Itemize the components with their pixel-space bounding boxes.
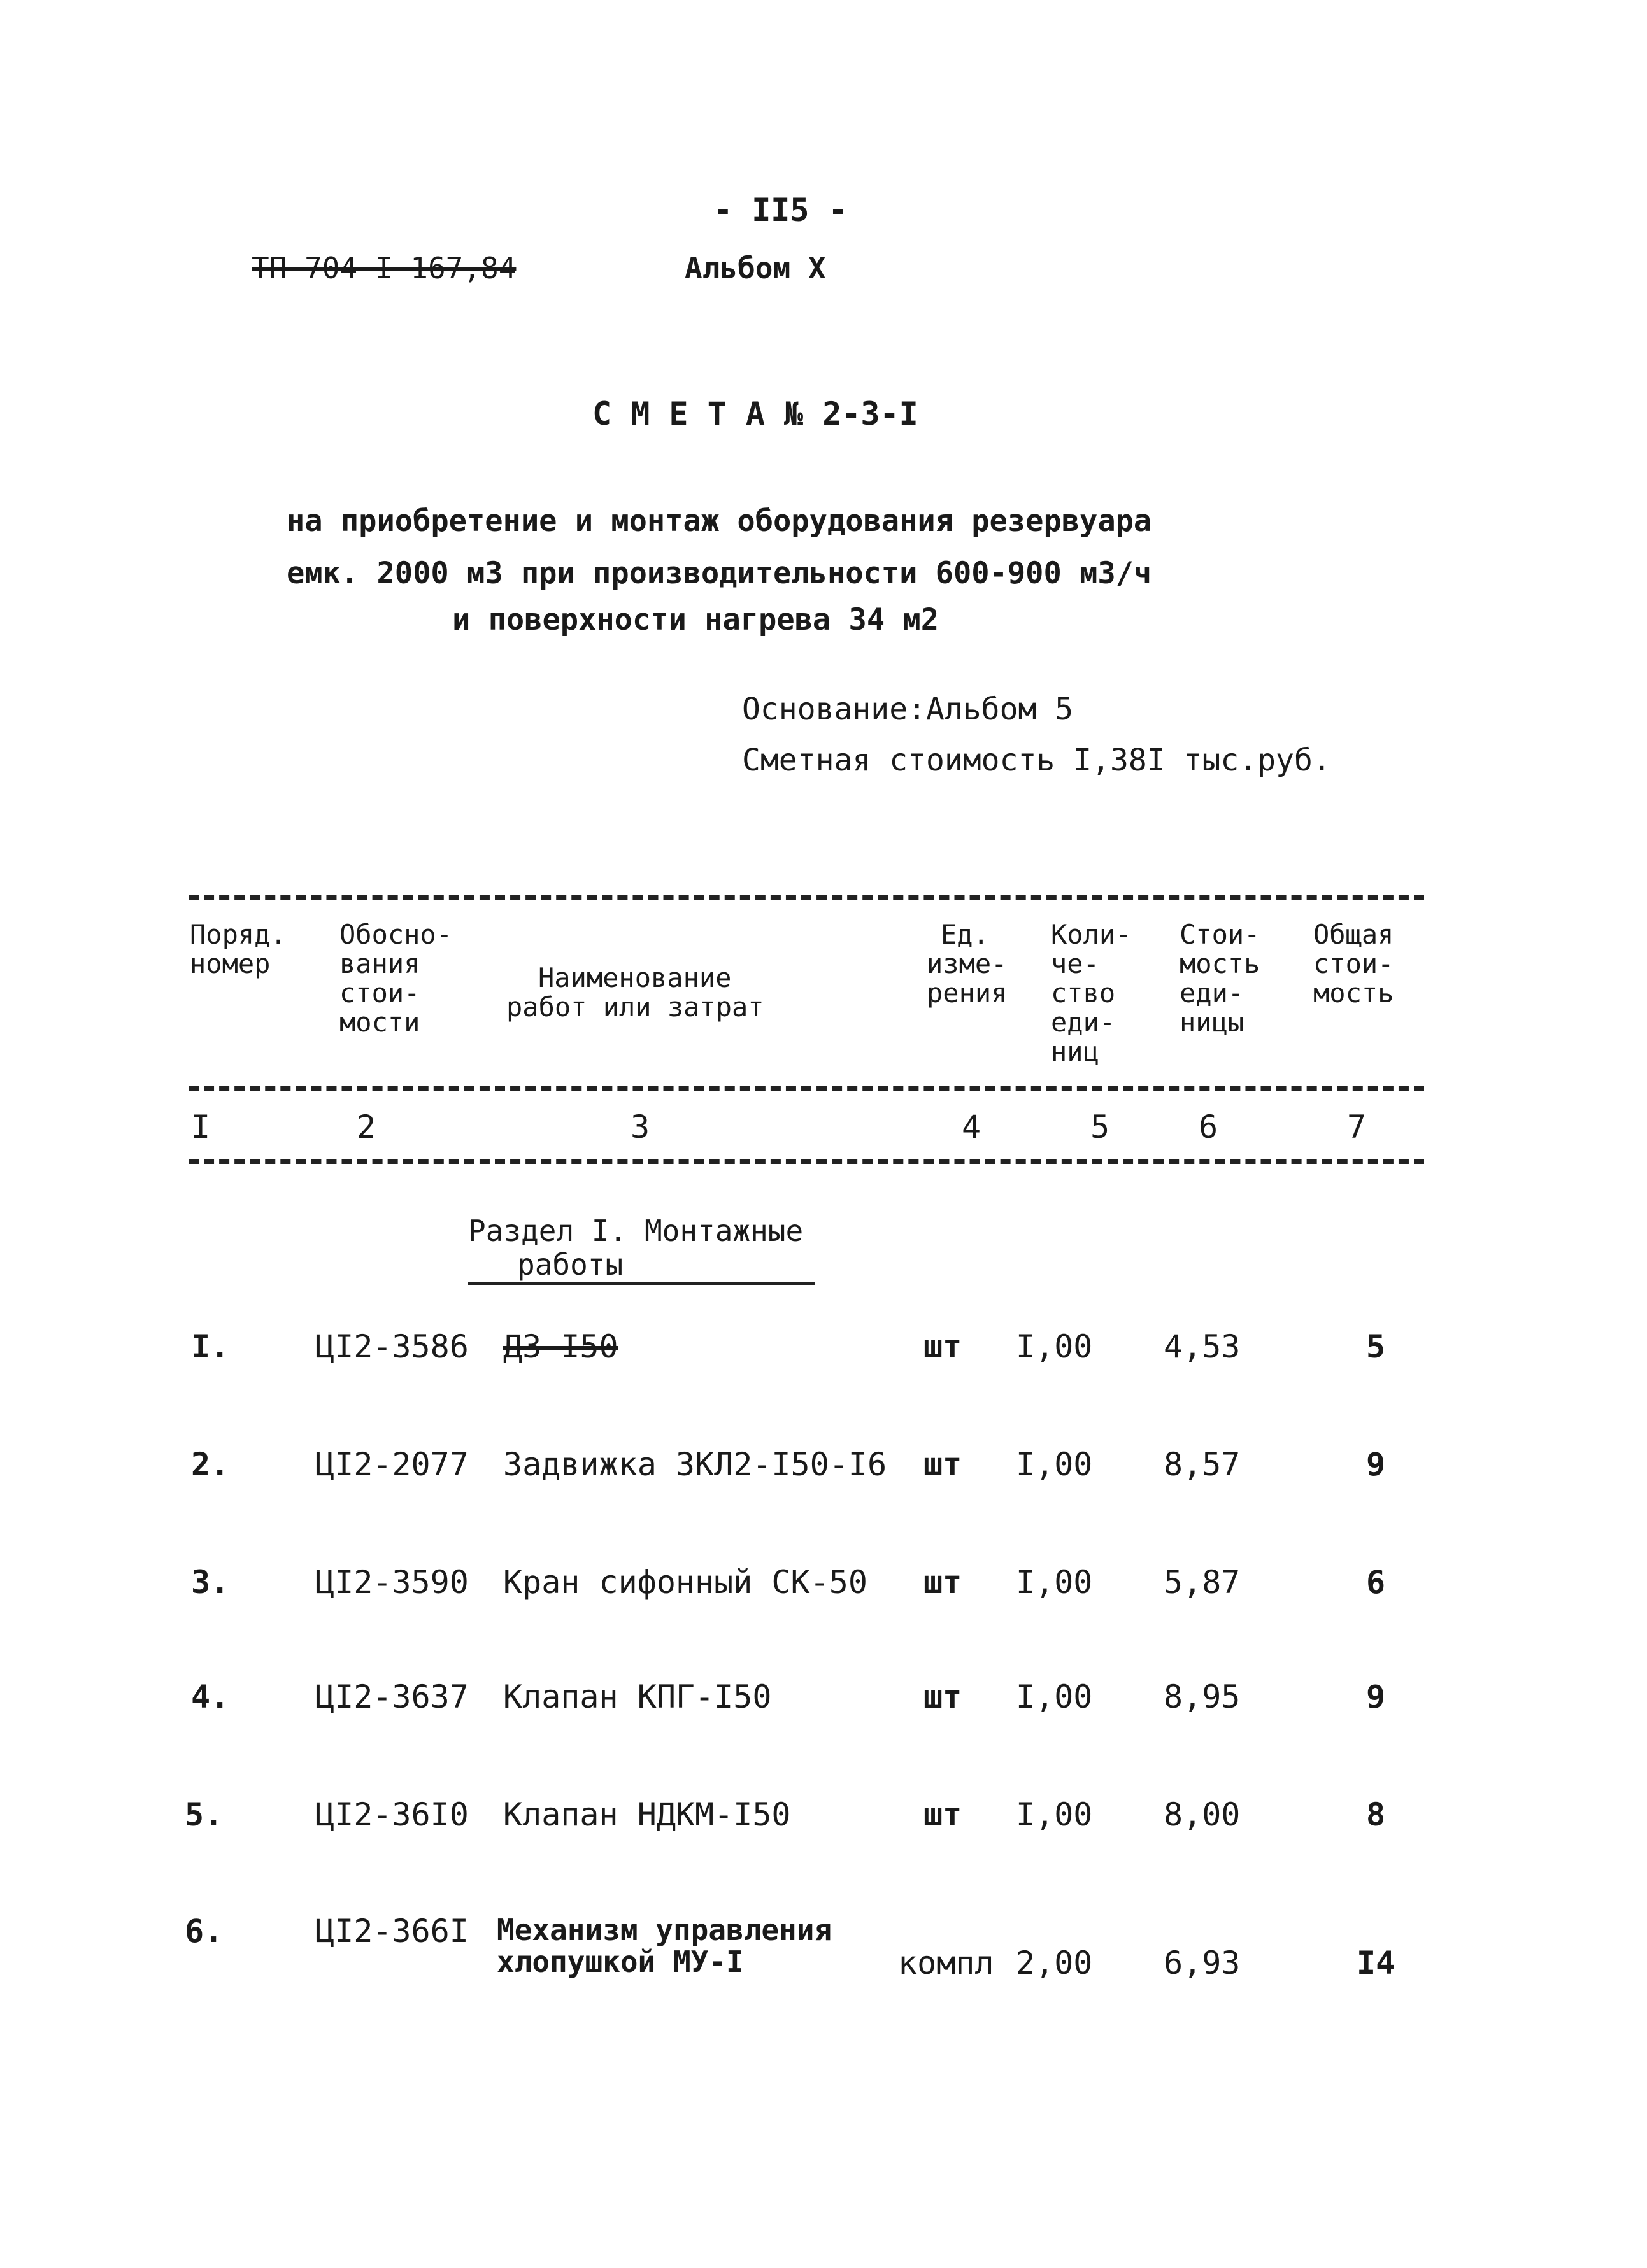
row-total: 9	[1366, 1678, 1386, 1715]
section-title-underline	[468, 1282, 815, 1285]
header-col-5-line: ство	[1051, 977, 1116, 1009]
row-code: ЦI2-36I0	[315, 1796, 469, 1833]
row-number: 3.	[191, 1564, 230, 1601]
row-code: ЦI2-3590	[315, 1564, 469, 1601]
row-unit: шт	[923, 1796, 962, 1833]
header-col-2	[339, 920, 452, 1037]
page-number: - II5 -	[713, 192, 848, 229]
row-name: Задвижка ЗКЛ2-I50-I6	[503, 1446, 887, 1483]
header-col-5	[1051, 920, 1131, 1067]
header-col-6-line: ницы	[1180, 1007, 1244, 1038]
column-number: 7	[1347, 1109, 1367, 1145]
column-number: 4	[962, 1109, 981, 1145]
header-col-1-line: Поряд.	[190, 919, 287, 950]
column-number: 3	[631, 1109, 650, 1145]
row-unit-cost: 8,00	[1164, 1796, 1241, 1833]
header-col-3-line: работ или затрат	[506, 991, 764, 1023]
row-name-line-1: Механизм управления	[497, 1913, 832, 1947]
document-code	[252, 253, 516, 283]
header-col-5-line: че-	[1051, 948, 1099, 979]
row-number: 4.	[191, 1678, 230, 1715]
row-name: Кран сифонный СК-50	[503, 1564, 867, 1601]
row-code: ЦI2-2077	[315, 1446, 469, 1483]
row-number: 2.	[191, 1446, 230, 1483]
header-col-3-line: Наименование	[538, 962, 732, 993]
header-col-7-line: мость	[1313, 977, 1394, 1009]
row-total: I4	[1357, 1945, 1395, 1981]
row-total: 6	[1366, 1564, 1386, 1601]
header-col-2-line: вания	[339, 948, 420, 979]
subtitle-line-3: и поверхности нагрева 34 м2	[452, 602, 939, 637]
column-number: 5	[1090, 1109, 1110, 1145]
table-body-rule	[189, 1159, 1424, 1164]
row-number: I.	[191, 1328, 230, 1365]
header-col-2-line: мости	[339, 1007, 420, 1038]
estimate-title: С М Е Т А № 2-3-I	[592, 395, 918, 432]
header-col-6-line: еди-	[1180, 977, 1244, 1009]
row-quantity: I,00	[1016, 1678, 1093, 1715]
row-name: Клапан КПГ-I50	[503, 1678, 772, 1715]
row-unit: шт	[923, 1678, 962, 1715]
row-number: 5.	[185, 1796, 224, 1833]
row-unit-cost: 5,87	[1164, 1564, 1241, 1601]
header-col-3	[506, 963, 764, 1022]
row-unit: шт	[923, 1328, 962, 1365]
row-name: Клапан НДКМ-I50	[503, 1796, 791, 1833]
row-name-text: ДЗ-I50	[503, 1328, 618, 1365]
section-title-continued: работы	[517, 1247, 624, 1282]
estimated-cost-line: Сметная стоимость I,38I тыс.руб.	[742, 742, 1331, 778]
row-quantity: I,00	[1016, 1328, 1093, 1365]
row-code: ЦI2-3637	[315, 1678, 469, 1715]
table-top-rule	[189, 895, 1424, 900]
row-code: ЦI2-366I	[315, 1913, 469, 1950]
header-col-1	[190, 920, 287, 979]
section-title: Раздел I. Монтажные	[468, 1214, 804, 1248]
row-code: ЦI2-3586	[315, 1328, 469, 1365]
row-name	[503, 1328, 618, 1365]
header-col-6-line: Стои-	[1180, 919, 1260, 950]
table-header-rule	[189, 1086, 1424, 1091]
column-number: I	[191, 1109, 211, 1145]
basis-line: Основание:Альбом 5	[742, 691, 1074, 727]
row-quantity: I,00	[1016, 1446, 1093, 1483]
row-unit: шт	[923, 1446, 962, 1483]
row-unit-cost: 6,93	[1164, 1945, 1241, 1981]
header-col-5-line: еди-	[1051, 1007, 1116, 1038]
header-col-2-line: стои-	[339, 977, 420, 1009]
header-col-4-line: Ед.	[941, 919, 989, 950]
row-total: 5	[1366, 1328, 1386, 1365]
row-quantity: I,00	[1016, 1796, 1093, 1833]
row-total: 8	[1366, 1796, 1386, 1833]
header-col-5-line: Коли-	[1051, 919, 1132, 950]
header-col-1-line: номер	[190, 948, 271, 979]
header-col-4	[927, 920, 1007, 1008]
header-col-5-line: ниц	[1051, 1036, 1099, 1067]
header-col-7-line: Общая	[1313, 919, 1394, 950]
row-unit: шт	[923, 1564, 962, 1601]
subtitle-line-1: на приобретение и монтаж оборудования резервуара	[287, 504, 1152, 539]
document-code-text: ТП 704-I-167,84	[252, 251, 517, 285]
row-unit-cost: 8,95	[1164, 1678, 1241, 1715]
row-unit-cost: 8,57	[1164, 1446, 1241, 1483]
row-name-line-2: хлопушкой МУ-I	[497, 1945, 744, 1979]
row-number: 6.	[185, 1913, 224, 1950]
album-label: Альбом X	[685, 251, 826, 285]
row-quantity: I,00	[1016, 1564, 1093, 1601]
header-col-7-line: стои-	[1313, 948, 1394, 979]
row-total: 9	[1366, 1446, 1386, 1483]
header-col-4-line: изме-	[927, 948, 1008, 979]
row-quantity: 2,00	[1016, 1945, 1093, 1981]
row-unit-cost: 4,53	[1164, 1328, 1241, 1365]
header-col-7	[1313, 920, 1394, 1008]
header-col-2-line: Обосно-	[339, 919, 453, 950]
column-number: 6	[1199, 1109, 1218, 1145]
header-col-4-line: рения	[927, 977, 1008, 1009]
subtitle-line-2: емк. 2000 м3 при производительности 600-900 м3/ч	[287, 556, 1152, 591]
header-col-6-line: мость	[1180, 948, 1260, 979]
column-number: 2	[357, 1109, 376, 1145]
row-unit: компл	[898, 1945, 994, 1981]
header-col-6	[1180, 920, 1260, 1037]
